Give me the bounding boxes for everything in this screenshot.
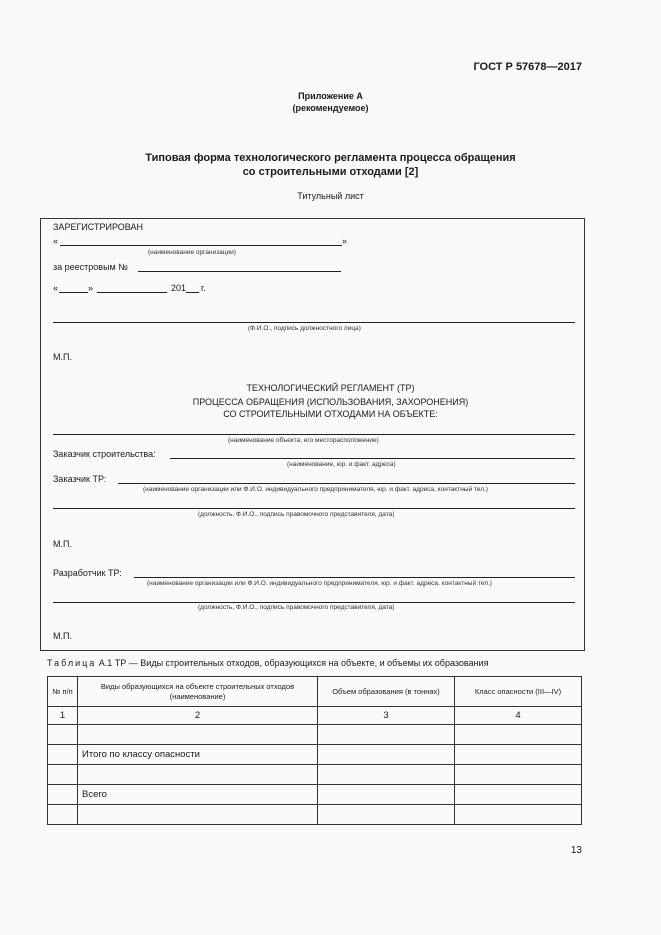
stamp-3: М.П.	[53, 631, 72, 641]
registered-label: ЗАРЕГИСТРИРОВАН	[53, 222, 143, 232]
regulation-title-3: СО СТРОИТЕЛЬНЫМИ ОТХОДАМИ НА ОБЪЕКТЕ:	[223, 409, 438, 419]
tr-customer-line	[118, 483, 575, 484]
table-cell	[48, 785, 78, 805]
table-header-row	[48, 677, 582, 707]
column-number: 1	[48, 707, 78, 725]
table-cell	[455, 725, 582, 745]
table-cell	[318, 785, 455, 805]
table-cell	[455, 785, 582, 805]
representative-caption-1: (должность, Ф.И.О., подпись правомочного представителя, дата)	[198, 511, 395, 518]
document-code: ГОСТ Р 57678—2017	[473, 61, 582, 73]
table-row-class-subtotal	[48, 745, 582, 765]
date-quote-close: »	[88, 283, 94, 293]
table-row-total	[48, 785, 582, 805]
official-signature-line	[53, 322, 575, 323]
subtotal-label: Итого по классу опасности	[78, 745, 318, 765]
builder-label: Заказчик строительства:	[53, 449, 156, 459]
year-prefix: 201	[171, 283, 187, 293]
reg-number-label: за реестровым №	[53, 262, 128, 272]
form-subtitle: Титульный лист	[297, 191, 364, 201]
table-cell	[78, 725, 318, 745]
form-title-line-2: со строительными отходами [2]	[242, 166, 419, 178]
form-title-line-1: Типовая форма технологического регламента процесса обращения	[145, 152, 516, 164]
official-caption: (Ф.И.О., подпись должностного лица)	[248, 325, 361, 332]
org-name-caption: (наименование организации)	[148, 249, 236, 256]
table-caption-word: Таблица	[47, 658, 97, 668]
table-column-numbers-row	[48, 707, 582, 725]
representative-caption-2: (должность, Ф.И.О., подпись правомочного представителя, дата)	[198, 604, 395, 611]
header-hazard-class: Класс опасности (III—IV)	[455, 677, 582, 707]
total-label: Всего	[78, 785, 318, 805]
object-caption: (наименование объекта, его месторасположение)	[228, 437, 379, 444]
table-cell	[48, 745, 78, 765]
year-line	[186, 292, 199, 293]
builder-line	[170, 458, 575, 459]
header-volume: Объем образования (в тоннах)	[318, 677, 455, 707]
table-cell	[318, 725, 455, 745]
header-number: № п/п	[48, 677, 78, 707]
representative-line-2	[53, 602, 575, 603]
table-row	[48, 765, 582, 785]
regulation-title-1: ТЕХНОЛОГИЧЕСКИЙ РЕГЛАМЕНТ (ТР)	[246, 383, 415, 393]
table-row	[48, 725, 582, 745]
regulation-title-2: ПРОЦЕССА ОБРАЩЕНИЯ (ИСПОЛЬЗОВАНИЯ, ЗАХОРОНЕНИЯ)	[192, 397, 469, 407]
developer-caption: (наименование организации или Ф.И.О. индивидуального предпринимателя, юр. и факт. адреса, контактный тел.)	[147, 580, 492, 587]
header-waste-type: Виды образующихся на объекте строительных отходов (наименование)	[78, 677, 318, 707]
tr-customer-label: Заказчик ТР:	[53, 474, 107, 484]
table-cell	[318, 745, 455, 765]
column-number: 4	[455, 707, 582, 725]
representative-line-1	[53, 508, 575, 509]
quote-open: «	[53, 236, 59, 246]
column-number: 3	[318, 707, 455, 725]
tr-customer-caption: (наименование организации или Ф.И.О. индивидуального предпринимателя, юр. и факт. адреса, контактный тел.)	[143, 486, 488, 493]
table-cell	[318, 805, 455, 825]
appendix-note: (рекомендуемое)	[292, 103, 369, 113]
table-cell	[48, 765, 78, 785]
table-cell	[48, 725, 78, 745]
object-line	[53, 434, 575, 435]
table-cell	[48, 805, 78, 825]
date-month-line	[97, 292, 167, 293]
developer-line	[134, 577, 575, 578]
table-cell	[318, 765, 455, 785]
reg-number-line	[138, 271, 341, 272]
page-number: 13	[570, 845, 582, 856]
table-cell	[455, 765, 582, 785]
year-suffix: г.	[201, 283, 206, 293]
stamp-2: М.П.	[53, 539, 72, 549]
column-number: 2	[78, 707, 318, 725]
date-day-line	[59, 292, 88, 293]
table-cell	[78, 765, 318, 785]
developer-label: Разработчик ТР:	[53, 568, 122, 578]
date-quote-open: «	[53, 283, 59, 293]
table-cell	[455, 805, 582, 825]
appendix-title: Приложение А	[298, 91, 363, 101]
table-caption-text: А.1 ТР — Виды строительных отходов, образующихся на объекте, и объемы их образования	[96, 658, 489, 668]
org-name-line	[60, 245, 342, 246]
quote-close: »	[342, 236, 348, 246]
table-cell	[455, 745, 582, 765]
waste-table	[47, 676, 582, 825]
table-row	[48, 805, 582, 825]
stamp-1: М.П.	[53, 352, 72, 362]
table-cell	[78, 805, 318, 825]
table-caption	[47, 658, 488, 668]
builder-caption: (наименование, юр. и факт. адреса)	[287, 461, 396, 468]
